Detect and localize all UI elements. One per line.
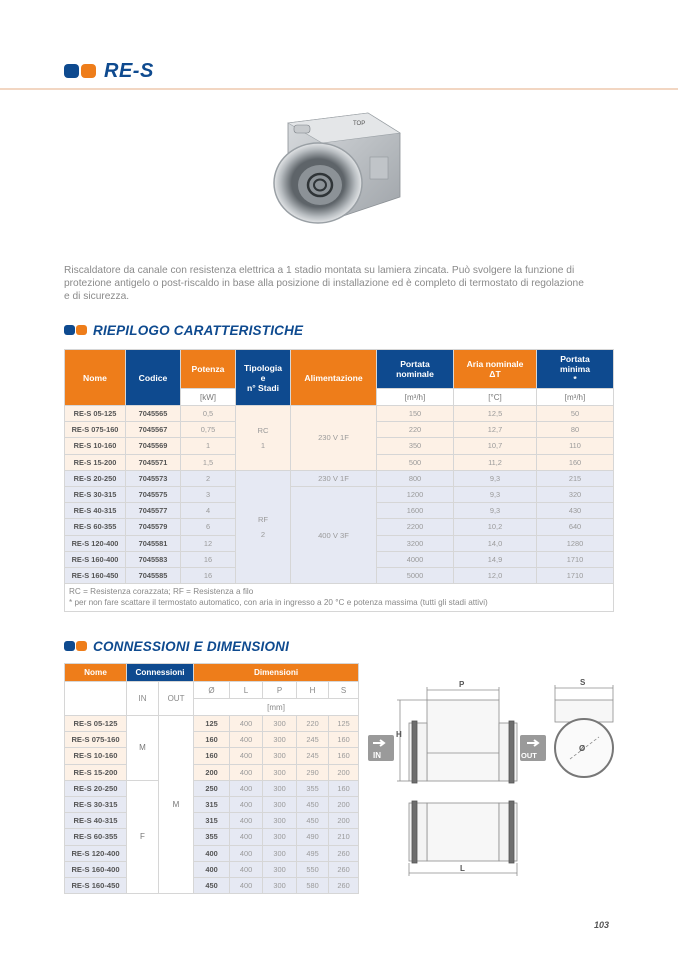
col-header-tipologia: [236, 350, 291, 406]
unit-portata-minima: [m³/h]: [537, 389, 614, 406]
table-row: [65, 486, 614, 502]
header-line: ΔT: [489, 369, 501, 379]
cell-in-group2: F: [127, 780, 159, 893]
cell-dia: 125: [194, 716, 230, 732]
cell-dia: 400: [194, 861, 230, 877]
cell-l: 400: [230, 716, 263, 732]
col-header-h: H: [297, 682, 329, 699]
cell-codice: 7045579: [126, 519, 181, 535]
orange-square-icon: [76, 325, 87, 335]
col-header-connessioni: Connessioni: [127, 664, 194, 682]
cell-aria: 11,2: [454, 454, 537, 470]
label-s: S: [580, 678, 586, 687]
cell-portata-minima: 215: [537, 470, 614, 486]
cell-out-all: M: [159, 716, 194, 894]
cell-portata-nominale: 220: [377, 422, 454, 438]
cell-p: 300: [263, 764, 297, 780]
cell-alimentazione-rf: 400 V 3F: [291, 486, 377, 583]
cell-potenza: 0,75: [181, 422, 236, 438]
cell-nome: RE-S 075-160: [65, 422, 126, 438]
cell-tipologia-rc: [236, 406, 291, 471]
cell-p: 300: [263, 861, 297, 877]
cell-codice: 7045583: [126, 551, 181, 567]
col-header-potenza: Potenza: [181, 350, 236, 389]
dimensions-table: [64, 663, 359, 894]
cell-portata-minima: 1280: [537, 535, 614, 551]
cell-dia: 160: [194, 748, 230, 764]
section-heading-connections: [64, 638, 289, 654]
cell-aria: 9,3: [454, 486, 537, 502]
table-row: [65, 861, 359, 877]
note-legend: RC = Resistenza corazzata; RF = Resistenza a filo: [69, 587, 254, 597]
cell-portata-nominale: 3200: [377, 535, 454, 551]
cell-nome: RE-S 15-200: [65, 764, 127, 780]
cell-portata-minima: 80: [537, 422, 614, 438]
cell-portata-nominale: 800: [377, 470, 454, 486]
col-header-nome: Nome: [65, 350, 126, 406]
cell-portata-nominale: 1600: [377, 503, 454, 519]
cell-portata-nominale: 5000: [377, 567, 454, 583]
cell-potenza: 12: [181, 535, 236, 551]
cell-nome: RE-S 160-450: [65, 877, 127, 893]
cell-dia: 315: [194, 796, 230, 812]
cell-dia: 450: [194, 877, 230, 893]
stadi-value: 2: [260, 529, 266, 539]
cell-l: 400: [230, 813, 263, 829]
cell-l: 400: [230, 764, 263, 780]
label-l: L: [460, 864, 465, 873]
col-header-nome: Nome: [65, 664, 127, 682]
cell-codice: 7045565: [126, 406, 181, 422]
cell-nome: RE-S 05-125: [65, 406, 126, 422]
cell-portata-nominale: 1200: [377, 486, 454, 502]
cell-portata-minima: 160: [537, 454, 614, 470]
col-header-portata-minima: [537, 350, 614, 389]
cell-s: 160: [329, 780, 359, 796]
col-header-out: OUT: [159, 682, 194, 716]
header-divider: [0, 88, 678, 90]
col-header-dimensioni: Dimensioni: [194, 664, 359, 682]
cell-codice: 7045567: [126, 422, 181, 438]
cell-alimentazione-single: 230 V 1F: [291, 470, 377, 486]
blue-square-icon: [64, 64, 79, 78]
orange-square-icon: [76, 641, 87, 651]
header-line: minima: [559, 364, 591, 374]
cell-p: 300: [263, 732, 297, 748]
cell-l: 400: [230, 861, 263, 877]
svg-text:IN: IN: [373, 751, 381, 760]
cell-portata-minima: 430: [537, 503, 614, 519]
header-line: nominale: [396, 369, 434, 379]
cell-portata-minima: 1710: [537, 551, 614, 567]
cell-potenza: 16: [181, 551, 236, 567]
cell-potenza: 16: [181, 567, 236, 583]
product-description: Riscaldatore da canale con resistenza elettrica a 1 stadio montata su lamiera zincata. Può svolgere la funzione di protezione antigelo o post-riscaldo in base alla posizione di installazione ed è completo di termostato di regolazione e di sicurezza.: [64, 265, 584, 303]
col-header-l: L: [230, 682, 263, 699]
cell-nome: RE-S 120-400: [65, 845, 127, 861]
cell-h: 220: [297, 716, 329, 732]
cell-nome: RE-S 40-315: [65, 503, 126, 519]
blue-square-icon: [64, 325, 75, 335]
section-heading-characteristics: [64, 322, 303, 338]
cell-s: 160: [329, 732, 359, 748]
cell-p: 300: [263, 780, 297, 796]
cell-s: 210: [329, 829, 359, 845]
table-notes: [65, 584, 614, 612]
cell-codice: 7045575: [126, 486, 181, 502]
cell-nome: RE-S 160-400: [65, 861, 127, 877]
label-h: H: [396, 730, 402, 739]
cell-p: 300: [263, 829, 297, 845]
cell-h: 245: [297, 748, 329, 764]
cell-portata-nominale: 2200: [377, 519, 454, 535]
tipologia-value: RC: [257, 425, 269, 435]
cell-s: 260: [329, 877, 359, 893]
cell-nome: RE-S 10-160: [65, 748, 127, 764]
cell-nome: RE-S 20-250: [65, 780, 127, 796]
cell-nome: RE-S 05-125: [65, 716, 127, 732]
cell-nome: RE-S 075-160: [65, 732, 127, 748]
cell-h: 450: [297, 813, 329, 829]
cell-s: 200: [329, 796, 359, 812]
cell-potenza: 0,5: [181, 406, 236, 422]
header-line: *: [573, 374, 577, 384]
cell-p: 300: [263, 796, 297, 812]
cell-nome: RE-S 15-200: [65, 454, 126, 470]
cell-l: 400: [230, 829, 263, 845]
cell-codice: 7045581: [126, 535, 181, 551]
product-photo: [258, 105, 418, 230]
dimension-drawing: [365, 673, 625, 883]
unit-mm: [mm]: [194, 699, 359, 716]
cell-aria: 12,0: [454, 567, 537, 583]
page-title-bar: [64, 60, 154, 82]
cell-dia: 355: [194, 829, 230, 845]
in-arrow-badge: [368, 735, 394, 761]
col-header-portata-nominale: [377, 350, 454, 389]
cell-l: 400: [230, 780, 263, 796]
cell-p: 300: [263, 813, 297, 829]
cell-h: 550: [297, 861, 329, 877]
cell-codice: 7045569: [126, 438, 181, 454]
cell-portata-nominale: 500: [377, 454, 454, 470]
table-row: [65, 732, 359, 748]
cell-l: 400: [230, 877, 263, 893]
cell-portata-minima: 110: [537, 438, 614, 454]
cell-dia: 160: [194, 732, 230, 748]
cell-potenza: 6: [181, 519, 236, 535]
cell-tipologia-rf: [236, 470, 291, 583]
label-diameter: Ø: [579, 744, 586, 753]
cell-potenza: 1: [181, 438, 236, 454]
cell-nome: RE-S 40-315: [65, 813, 127, 829]
cell-portata-minima: 1710: [537, 567, 614, 583]
cell-nome: RE-S 20-250: [65, 470, 126, 486]
cell-codice: 7045577: [126, 503, 181, 519]
cell-potenza: 3: [181, 486, 236, 502]
cell-portata-minima: 640: [537, 519, 614, 535]
cell-p: 300: [263, 748, 297, 764]
cell-nome: RE-S 160-400: [65, 551, 126, 567]
header-line: Tipologia: [243, 362, 283, 373]
cell-l: 400: [230, 748, 263, 764]
cell-l: 400: [230, 796, 263, 812]
table-row: [65, 796, 359, 812]
cell-nome: RE-S 160-450: [65, 567, 126, 583]
cell-nome: RE-S 10-160: [65, 438, 126, 454]
table-row: [65, 406, 614, 422]
svg-text:TOP: TOP: [353, 121, 366, 127]
table-row: [65, 716, 359, 732]
cell-h: 245: [297, 732, 329, 748]
header-line: Portata: [560, 354, 590, 364]
label-p: P: [459, 680, 465, 689]
col-header-diameter: Ø: [194, 682, 230, 699]
cell-portata-nominale: 350: [377, 438, 454, 454]
cell-codice: 7045571: [126, 454, 181, 470]
cell-h: 450: [297, 796, 329, 812]
table-row: [65, 829, 359, 845]
table-row: [65, 470, 614, 486]
cell-in-group1: M: [127, 716, 159, 781]
cell-nome: RE-S 30-315: [65, 486, 126, 502]
cell-portata-nominale: 150: [377, 406, 454, 422]
col-header-s: S: [329, 682, 359, 699]
cell-l: 400: [230, 732, 263, 748]
cell-aria: 9,3: [454, 470, 537, 486]
cell-h: 495: [297, 845, 329, 861]
table-row: [65, 748, 359, 764]
stadi-value: 1: [260, 440, 266, 450]
section-title: RIEPILOGO CARATTERISTICHE: [93, 322, 304, 338]
cell-s: 125: [329, 716, 359, 732]
unit-potenza: [kW]: [181, 389, 236, 406]
cell-codice: 7045585: [126, 567, 181, 583]
col-header-aria-nominale: [454, 350, 537, 389]
table-row: [65, 845, 359, 861]
cell-s: 160: [329, 748, 359, 764]
table-row: [65, 877, 359, 893]
cell-portata-nominale: 4000: [377, 551, 454, 567]
cell-s: 200: [329, 764, 359, 780]
cell-s: 200: [329, 813, 359, 829]
section-title: CONNESSIONI E DIMENSIONI: [93, 638, 290, 654]
cell-nome: RE-S 120-400: [65, 535, 126, 551]
cell-aria: 14,0: [454, 535, 537, 551]
note-footnote: * per non fare scattare il termostato automatico, con aria in ingresso a 20 °C e potenza massima (tutti gli stadi attivi): [69, 597, 488, 607]
characteristics-table: [64, 349, 614, 612]
cell-p: 300: [263, 845, 297, 861]
unit-aria: [°C]: [454, 389, 537, 406]
cell-aria: 12,5: [454, 406, 537, 422]
table-row: [65, 780, 359, 796]
cell-aria: 10,2: [454, 519, 537, 535]
col-header-in: IN: [127, 682, 159, 716]
cell-h: 290: [297, 764, 329, 780]
cell-dia: 200: [194, 764, 230, 780]
tipologia-value: RF: [257, 514, 269, 524]
table-row: [65, 813, 359, 829]
cell-h: 490: [297, 829, 329, 845]
col-header-p: P: [263, 682, 297, 699]
cell-p: 300: [263, 716, 297, 732]
cell-potenza: 4: [181, 503, 236, 519]
cell-nome: RE-S 60-355: [65, 829, 127, 845]
header-line: Portata: [400, 359, 430, 369]
cell-nome: RE-S 30-315: [65, 796, 127, 812]
header-line: n° Stadi: [246, 382, 280, 393]
table-notes-row: [65, 584, 614, 612]
empty-header-cell: [65, 682, 127, 716]
header-line: e: [260, 372, 266, 383]
out-arrow-badge: [520, 735, 546, 761]
unit-portata-nominale: [m³/h]: [377, 389, 454, 406]
orange-square-icon: [81, 64, 96, 78]
svg-text:OUT: OUT: [521, 751, 537, 760]
cell-potenza: 1,5: [181, 454, 236, 470]
cell-s: 260: [329, 845, 359, 861]
cell-dia: 315: [194, 813, 230, 829]
header-line: Aria nominale: [466, 359, 524, 369]
page-number: 103: [594, 920, 610, 930]
cell-l: 400: [230, 845, 263, 861]
page-title: RE-S: [104, 59, 154, 82]
cell-nome: RE-S 60-355: [65, 519, 126, 535]
cell-p: 300: [263, 877, 297, 893]
blue-square-icon: [64, 641, 75, 651]
cell-aria: 10,7: [454, 438, 537, 454]
cell-dia: 400: [194, 845, 230, 861]
cell-potenza: 2: [181, 470, 236, 486]
cell-aria: 9,3: [454, 503, 537, 519]
table-row: [65, 764, 359, 780]
col-header-codice: Codice: [126, 350, 181, 406]
cell-h: 580: [297, 877, 329, 893]
cell-aria: 12,7: [454, 422, 537, 438]
cell-s: 260: [329, 861, 359, 877]
cell-dia: 250: [194, 780, 230, 796]
cell-portata-minima: 50: [537, 406, 614, 422]
cell-h: 355: [297, 780, 329, 796]
cell-codice: 7045573: [126, 470, 181, 486]
cell-portata-minima: 320: [537, 486, 614, 502]
cell-alimentazione-rc: 230 V 1F: [291, 406, 377, 471]
cell-aria: 14,9: [454, 551, 537, 567]
col-header-alimentazione: Alimentazione: [291, 350, 377, 406]
